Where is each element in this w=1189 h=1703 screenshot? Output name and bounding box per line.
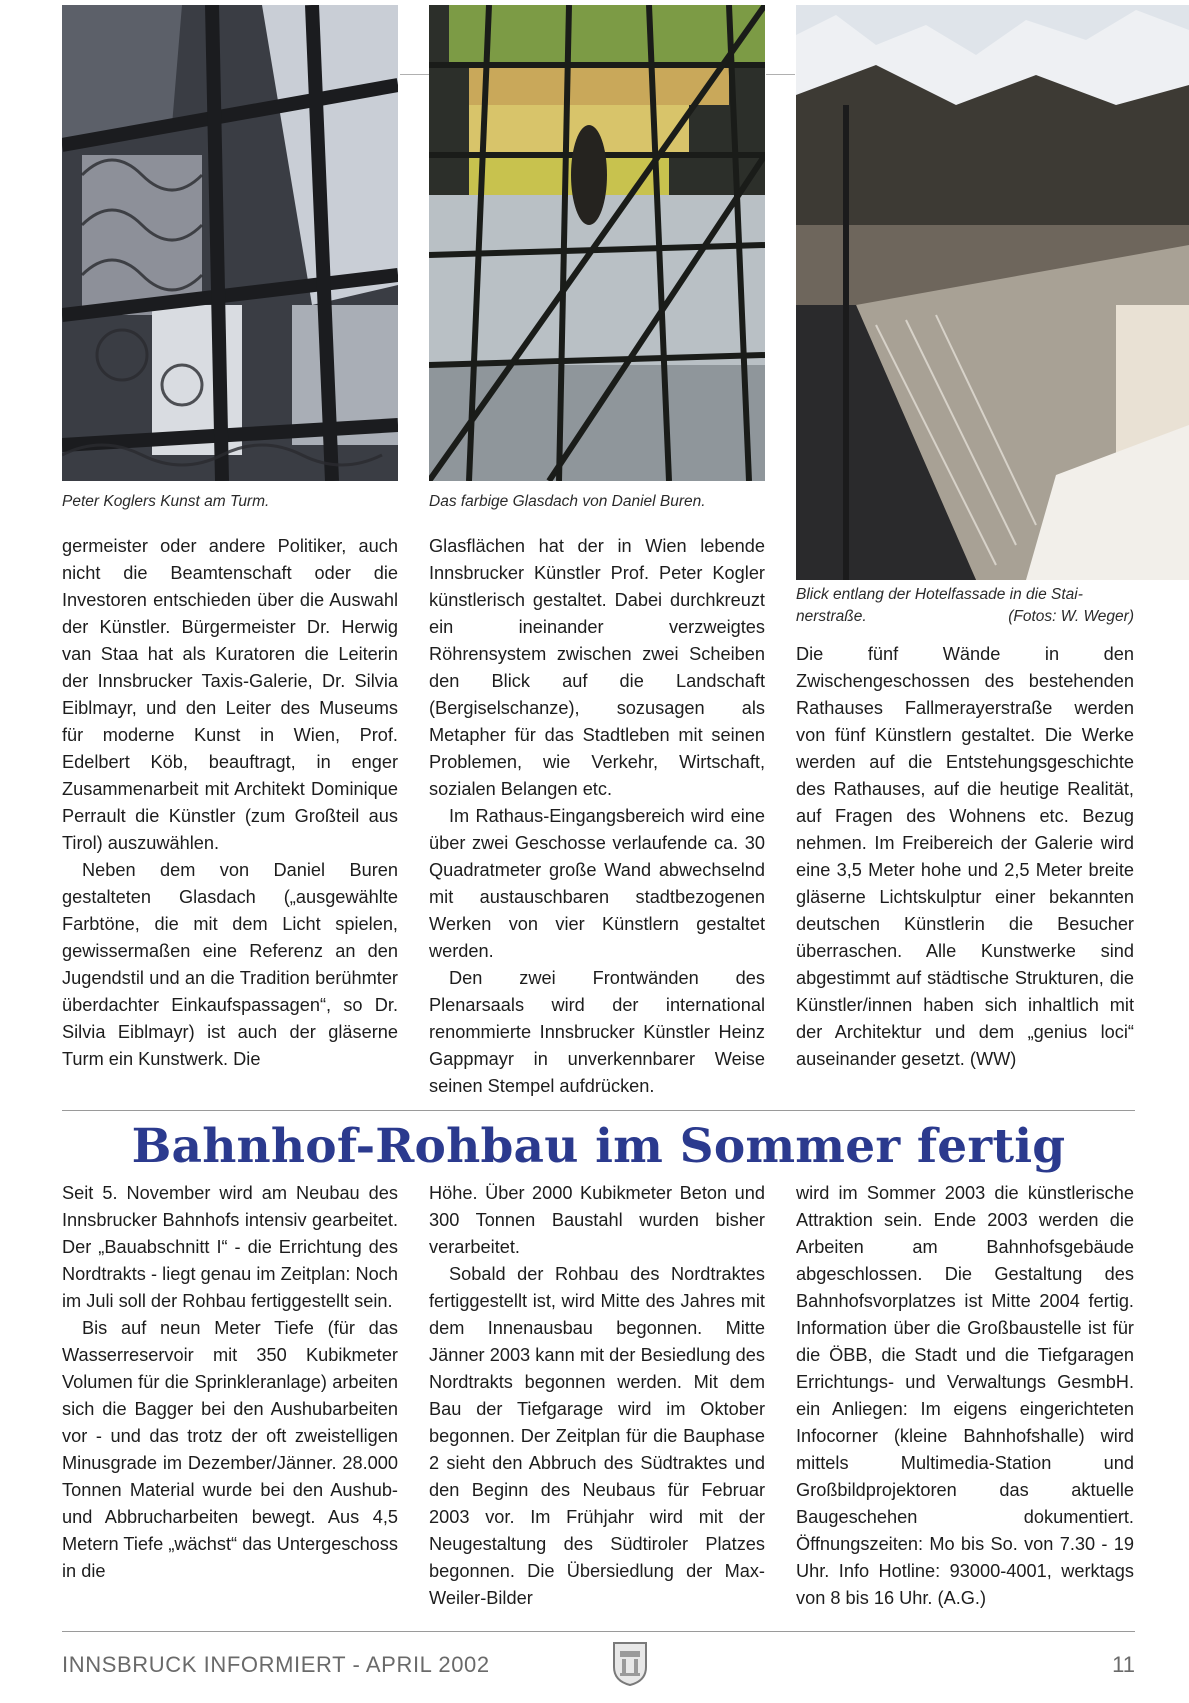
article2-col2-para1: Höhe. Über 2000 Kubikmeter Beton und 300 Tonnen Baustahl wurden bisher verarbeitet. [429,1183,765,1257]
photo-glass-roof [429,5,765,481]
article1-col2-para1: Glasflächen hat der in Wien lebende Innsbrucker Künstler Prof. Peter Kogler künstlerisch gestaltet. Dabei durchkreuzt ein ineinander verzweigtes Röhrensystem zwischen zwei Scheiben den Blick auf die Landschaft (Bergiselschanze), sozusagen als Metapher für das Stadtleben mit seinen Problemen, wie Verkehr, Wirtschaft, sozialen Belangen etc. [429,536,765,799]
photo-tower-art [62,5,398,481]
article1-col2-para2: Im Rathaus-Eingangsbereich wird eine über zwei Geschosse verlaufende ca. 30 Quadratmeter große Wand abwechselnd mit austauschbaren stadtbezogenen Werken von vier Künstlern gestaltet werden. [429,806,765,961]
article2-column2 [429,1180,765,1612]
photo-credit: (Fotos: W. Weger) [1008,608,1134,625]
article2-column3 [796,1180,1134,1612]
caption-photo-roof: Das farbige Glasdach von Daniel Buren. [429,493,706,510]
article2-col1-para1: Seit 5. November wird am Neubau des Innsbrucker Bahnhofs intensiv gearbeitet. Der „Bauabschnitt I“ - die Errichtung des Nordtrakts - liegt genau im Zeitplan: Noch im Juli soll der Rohbau fertiggestellt sein. [62,1183,398,1311]
top-rule-right [766,74,795,75]
article1-column3 [796,641,1134,1073]
article1-column2 [429,533,765,1100]
article2-col2-para2: Sobald der Rohbau des Nordtraktes fertiggestellt ist, wird Mitte des Jahres mit dem Innenausbau begonnen. Mitte Jänner 2003 kann mit der Besiedlung des Nordtrakts begonnen werden. Mit dem Bau der Tiefgarage wird im Oktober begonnen. Der Zeitplan für die Bauphase 2 sieht den Abbruch des Südtraktes und den Beginn des Neubaus für Februar 2003 vor. Im Frühjahr wird mit der Neugestaltung des Südtiroler Platzes begonnen. Die Übersiedlung der Max-Weiler-Bilder [429,1264,765,1608]
article1-col3-para1: Die fünf Wände in den Zwischengeschossen des bestehenden Rathauses Fallmerayerstraße werden von fünf Künstlern gestaltet. Die Werke werden auf die Entstehungsgeschichte des Rathauses, auf die heutige Realität, auf Fragen des Wohnens etc. Bezug nehmen. Im Freibereich der Galerie wird eine 3,5 Meter hohe und 2,5 Meter breite gläserne Lichtskulptur einer bekannten deutschen Künstlerin die Besucher überraschen. Alle Kunstwerke sind abgestimmt auf städtische Strukturen, die Künstler/innen haben sich inhaltlich mit der Architektur und dem „genius loci“ auseinander gesetzt. (WW) [796,644,1134,1069]
caption-photo-tower: Peter Koglers Kunst am Turm. [62,493,270,510]
article2-col1-para2: Bis auf neun Meter Tiefe (für das Wasserreservoir mit 350 Kubikmeter Volumen für die Sprinkleranlage) arbeiten sich die Bagger bei den Aushubarbeiten vor - und das trotz der oft zweistelligen Minusgrade im Dezember/Jänner. 28.000 Tonnen Material wurde bei den Aushub- und Abbrucharbeiten bewegt. Aus 4,5 Metern Tiefe „wächst“ das Untergeschoss in die [62,1318,398,1581]
footer-publication: INNSBRUCK INFORMIERT - APRIL 2002 [62,1652,490,1677]
article2-headline: Bahnhof-Rohbau im Sommer fertig [131,1119,1066,1174]
article1-col1-para2: Neben dem von Daniel Buren gestalteten Glasdach („ausgewählte Farbtöne, die mit dem Licht spielen, gewissermaßen eine Referenz an den Jugendstil und an die Tradition berühmter überdachter Einkaufspassagen“, so Dr. Silvia Eiblmayr) ist auch der gläserne Turm ein Kunstwerk. Die [62,860,398,1069]
photo-hotel-facade [796,5,1189,580]
page-number: 11 [1112,1652,1135,1677]
section-divider [62,1110,1135,1111]
article1-column1 [62,533,398,1073]
article2-column1 [62,1180,398,1585]
article1-col1-para1: germeister oder andere Politiker, auch nicht die Beamtenschaft oder die Investoren entschieden über die Auswahl der Künstler. Bürgermeister Dr. Herwig van Staa hat als Kuratoren die Leiterin der Innsbrucker Taxis-Galerie, Dr. Silvia Eiblmayr, und den Leiter des Museums für moderne Kunst in Wien, Prof. Edelbert Köb, beauftragt, in enger Zusammenarbeit mit Architekt Dominique Perrault die Künstler (zum Großteil aus Tirol) auszuwählen. [62,536,398,853]
caption-facade-line1: Blick entlang der Hotelfassade in die Stai- [796,586,1083,603]
article1-col2-para3: Den zwei Frontwänden des Plenarsaals wird der international renommierte Innsbrucker Künstler Heinz Gappmayr in unverkennbarer Weise seinen Stempel aufdrücken. [429,968,765,1096]
top-rule-left [400,74,429,75]
caption-facade-line2: nerstraße. [796,608,867,625]
city-crest-icon [612,1641,648,1687]
article2-col3-para1: wird im Sommer 2003 die künstlerische Attraktion sein. Ende 2003 werden die Arbeiten am Bahnhofsgebäude abgeschlossen. Die Gestaltung des Bahnhofsvorplatzes ist Mitte 2004 fertig. Information über die Großbaustelle ist für die ÖBB, die Stadt und die Tiefgaragen Errichtungs- und Verwaltungs GesmbH. ein Anliegen: Im eigens eingerichteten Infocorner (kleine Bahnhofshalle) wird mittels Multimedia-Station und Großbildprojektoren das aktuelle Baugeschehen dokumentiert. Öffnungszeiten: Mo bis So. von 7.30 - 19 Uhr. Info Hotline: 93000-4001, werktags von 8 bis 16 Uhr. (A.G.) [796,1183,1134,1608]
caption-photo-facade [796,584,1134,628]
footer-rule [62,1631,1135,1632]
